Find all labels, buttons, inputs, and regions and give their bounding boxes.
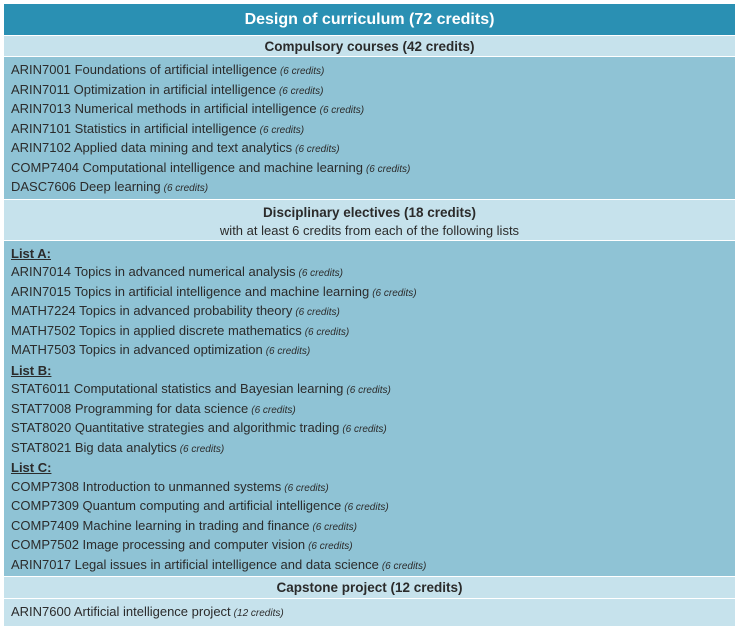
course-name: ARIN7001 Foundations of artificial intelligence [11,62,277,77]
course-name: COMP7404 Computational intelligence and machine learning [11,159,363,175]
compulsory-heading: Compulsory courses (42 credits) [264,39,475,54]
curriculum-title-text: Design of curriculum (72 credits) [244,10,495,28]
course-credits: (6 credits) [279,66,325,77]
course-name: COMP7308 Introduction to unmanned systems [11,478,282,494]
list-b-label: List B: [11,362,52,378]
curriculum-table [4,4,735,627]
course-credits: (6 credits) [365,163,411,175]
capstone-header [4,577,735,599]
list-a-label: List A: [11,245,51,261]
course-credits: (6 credits) [284,482,329,494]
course-name: STAT7008 Programming for data science [11,400,249,416]
course-credits: (6 credits) [308,541,353,552]
course-line [11,438,735,458]
course-line [11,477,735,497]
course-credits: (6 credits) [163,183,209,194]
course-credits: (6 credits) [344,502,389,513]
course-name: ARIN7101 Statistics in artificial intelligence [11,120,257,136]
course-line [11,379,735,399]
curriculum-title [4,4,735,36]
course-line [11,262,735,282]
course-line [11,177,735,197]
course-name: COMP7309 Quantum computing and artificial intelligence [11,498,342,513]
course-credits: (6 credits) [278,85,324,97]
course-name: ARIN7014 Topics in advanced numerical analysis [11,264,296,279]
course-line [11,418,735,438]
course-line [11,119,735,139]
course-name: ARIN7013 Numerical methods in artificial intelligence [11,101,317,116]
course-line [11,399,735,419]
course-line [11,516,735,536]
course-credits: (6 credits) [381,560,427,572]
electives-header [4,200,735,241]
course-credits: (6 credits) [179,443,225,455]
course-line [11,99,735,119]
course-line [11,535,735,555]
course-credits: (6 credits) [251,404,296,416]
course-line [11,301,735,321]
course-name: ARIN7102 Applied data mining and text analytics [11,140,293,155]
course-name: DASC7606 Deep learning [11,179,161,194]
course-credits: (6 credits) [295,307,340,318]
course-name: COMP7409 Machine learning in trading and finance [11,517,310,533]
course-name: STAT6011 Computational statistics and Bayesian learning [11,381,344,396]
course-name: STAT8020 Quantitative strategies and algorithmic trading [11,420,340,435]
course-credits: (6 credits) [295,144,340,155]
course-name: ARIN7011 Optimization in artificial intelligence [11,81,276,97]
course-name: COMP7502 Image processing and computer vision [11,537,306,552]
course-credits: (6 credits) [298,268,343,279]
electives-course-list [4,241,735,578]
course-line [11,340,735,360]
course-credits: (6 credits) [304,326,350,338]
compulsory-header [4,36,735,57]
course-line [11,60,735,80]
course-line [11,321,735,341]
course-credits: (6 credits) [259,124,305,136]
course-credits: (6 credits) [265,346,311,357]
course-name: MATH7503 Topics in advanced optimization [11,342,263,357]
course-credits: (6 credits) [372,287,417,299]
course-line [11,602,735,622]
course-credits: (6 credits) [342,424,387,435]
course-name: ARIN7600 Artificial intelligence project [11,604,231,619]
capstone-course-list [4,599,735,627]
course-name: MATH7224 Topics in advanced probability theory [11,303,293,318]
course-line [11,496,735,516]
course-name: STAT8021 Big data analytics [11,439,177,455]
course-credits: (12 credits) [233,608,284,619]
course-credits: (6 credits) [319,105,365,116]
course-credits: (6 credits) [346,385,391,396]
list-c-label: List C: [11,460,52,475]
course-line [11,282,735,302]
capstone-heading: Capstone project (12 credits) [276,580,463,595]
course-name: MATH7502 Topics in applied discrete mathematics [11,322,302,338]
course-line [11,158,735,178]
electives-heading: Disciplinary electives (18 credits) [262,204,477,220]
electives-subheading: with at least 6 credits from each of the following lists [219,222,520,238]
course-line [11,138,735,158]
course-name: ARIN7015 Topics in artificial intelligence and machine learning [11,283,370,299]
course-line [11,555,735,575]
course-credits: (6 credits) [312,521,357,533]
course-line [11,80,735,100]
compulsory-course-list [4,57,735,200]
course-name: ARIN7017 Legal issues in artificial intelligence and data science [11,556,379,572]
